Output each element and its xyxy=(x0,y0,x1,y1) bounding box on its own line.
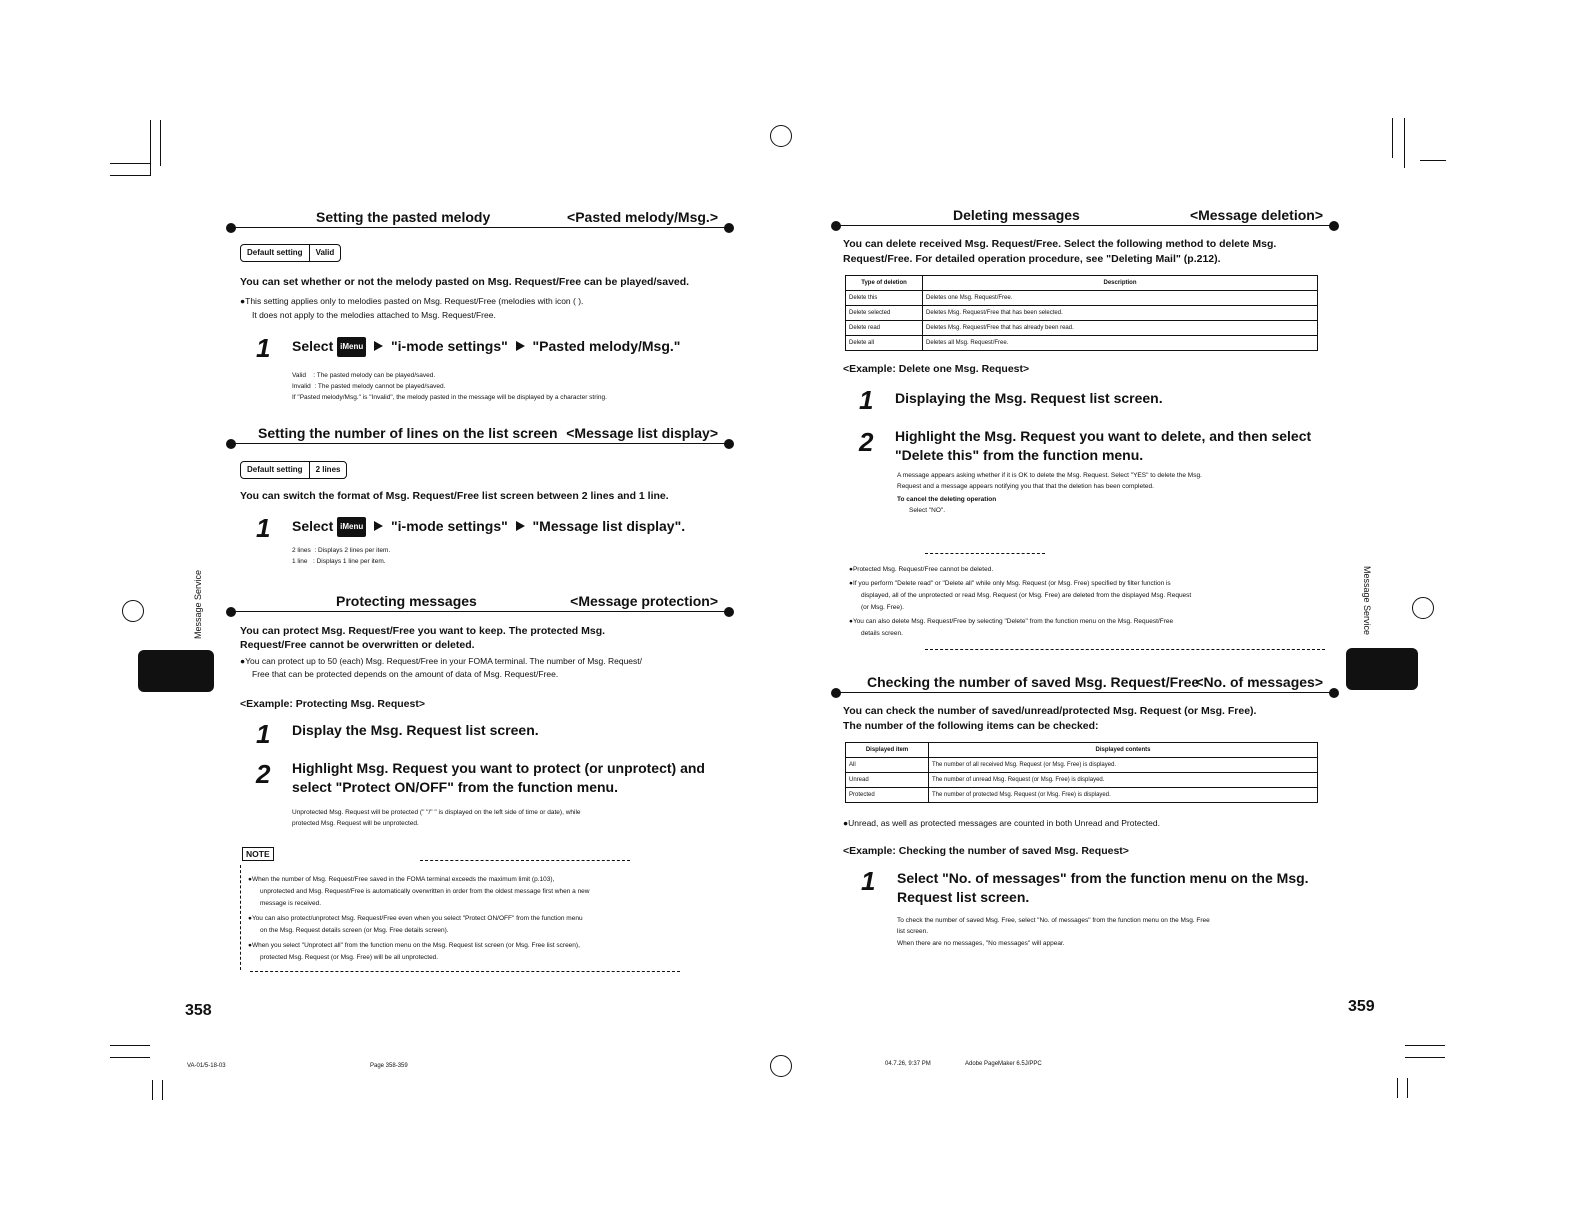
section-tag: <No. of messages> xyxy=(1195,674,1323,690)
table-cell: Unread xyxy=(846,773,929,788)
table-row xyxy=(846,291,1318,306)
example-heading: <Example: Protecting Msg. Request> xyxy=(240,698,425,710)
step-instruction: select "Protect ON/OFF" from the function menu. xyxy=(292,779,618,795)
section-tag: <Message list display> xyxy=(566,425,718,441)
step-note: When there are no messages, "No messages" will appear. xyxy=(897,940,1065,947)
memo-item: on the Msg. Request details screen (or Msg. Free details screen). xyxy=(260,927,449,934)
arrow-right-icon xyxy=(516,341,525,351)
section-header xyxy=(230,589,730,612)
section-header xyxy=(230,205,730,228)
memo-item: details screen. xyxy=(861,630,903,637)
crop-mark xyxy=(162,1080,163,1100)
arrow-right-icon xyxy=(374,341,383,351)
crop-mark xyxy=(110,175,150,176)
table-row xyxy=(846,321,1318,336)
section-title: Checking the number of saved Msg. Request/Free xyxy=(867,674,1200,690)
table-cell: Delete all xyxy=(846,336,923,351)
bullet-dot xyxy=(226,223,236,233)
intro-text: The number of the following items can be checked: xyxy=(843,720,1099,732)
memo-item: ● When you select "Unprotect all" from the function menu on the Msg. Request list screen (or Msg. Free list screen), xyxy=(248,941,580,950)
page-number: 358 xyxy=(185,1002,212,1019)
table-row xyxy=(846,336,1318,351)
step-instruction xyxy=(292,517,685,537)
default-setting-box xyxy=(240,461,347,479)
section-title: Setting the pasted melody xyxy=(316,209,491,225)
step-number: 1 xyxy=(256,513,271,543)
note-box xyxy=(240,865,242,970)
default-value: 2 lines xyxy=(309,462,347,478)
table-row xyxy=(846,306,1318,321)
menu-path: "i-mode settings" xyxy=(391,518,508,534)
step-instruction: Highlight Msg. Request you want to protect (or unprotect) and xyxy=(292,760,705,776)
step-instruction xyxy=(292,337,680,357)
menu-path: "Message list display". xyxy=(532,518,686,534)
registration-mark xyxy=(770,1055,792,1077)
footer-date: 04.7.26, 9:37 PM xyxy=(885,1061,931,1067)
note-box xyxy=(250,971,680,973)
memo-item: ● Protected Msg. Request/Free cannot be deleted. xyxy=(849,565,993,574)
section-title: Deleting messages xyxy=(953,207,1080,223)
default-setting-box xyxy=(240,244,341,262)
crop-mark xyxy=(160,120,161,166)
table-cell: Deletes all Msg. Request/Free. xyxy=(923,336,1318,351)
note-box xyxy=(925,553,1045,555)
table-cell: The number of all received Msg. Request (or Msg. Free) is displayed. xyxy=(929,758,1318,773)
menu-path: "Pasted melody/Msg." xyxy=(532,338,681,354)
memo-item: ● When the number of Msg. Request/Free saved in the FOMA terminal exceeds the maximum limit (p.103), xyxy=(248,875,554,884)
crop-mark xyxy=(1404,118,1405,168)
memo-item: ● If you perform "Delete read" or "Delete all" while only Msg. Request (or Msg. Free) specified by filter function is xyxy=(849,579,1171,588)
option-desc: Invalid : The pasted melody cannot be played/saved. xyxy=(292,383,446,390)
crop-mark xyxy=(1405,1057,1445,1058)
imenu-key-icon: iMenu xyxy=(337,337,366,357)
crop-mark xyxy=(1407,1078,1408,1098)
imenu-key-icon: iMenu xyxy=(337,517,366,537)
step-select: Select xyxy=(292,518,334,534)
option-desc: Valid : The pasted melody can be played/saved. xyxy=(292,372,436,379)
crop-mark xyxy=(1392,118,1393,158)
default-label: Default setting xyxy=(247,465,303,474)
section-tag: <Pasted melody/Msg.> xyxy=(567,209,718,225)
bullet-dot xyxy=(1329,688,1339,698)
step-instruction: Select "No. of messages" from the function menu on the Msg. xyxy=(897,870,1309,886)
bullet-dot xyxy=(831,221,841,231)
table-cell: Protected xyxy=(846,788,929,803)
intro-text: You can set whether or not the melody pasted on Msg. Request/Free can be played/saved. xyxy=(240,276,690,288)
section-header xyxy=(835,203,1335,226)
table-header: Description xyxy=(923,276,1318,291)
step-instruction: Request list screen. xyxy=(897,889,1030,905)
example-heading: <Example: Delete one Msg. Request> xyxy=(843,363,1030,375)
footer-app: Adobe PageMaker 6.5J/PPC xyxy=(965,1061,1042,1067)
section-title: Protecting messages xyxy=(336,593,477,609)
table-cell: The number of unread Msg. Request (or Msg. Free) is displayed. xyxy=(929,773,1318,788)
memo-item: unprotected and Msg. Request/Free is automatically overwritten in order from the oldest message first when a new xyxy=(260,888,590,895)
bullet-dot xyxy=(724,439,734,449)
crop-mark xyxy=(152,1080,153,1100)
bullet-dot xyxy=(226,439,236,449)
bullet-dot xyxy=(724,607,734,617)
step-select: Select xyxy=(292,338,334,354)
bullet-dot xyxy=(226,607,236,617)
deletion-table xyxy=(845,275,1318,351)
note-box xyxy=(420,860,630,862)
table-cell: Delete read xyxy=(846,321,923,336)
table-header: Displayed item xyxy=(846,743,929,758)
section-header xyxy=(835,670,1335,693)
arrow-right-icon xyxy=(516,521,525,531)
memo-item: ● You can also delete Msg. Request/Free by selecting "Delete" from the function menu on the Msg. Request/Free xyxy=(849,617,1173,626)
step-note: list screen. xyxy=(897,928,929,935)
memo-item: message is received. xyxy=(260,900,322,907)
option-desc: 2 lines : Displays 2 lines per item. xyxy=(292,547,391,554)
step-number: 2 xyxy=(256,759,271,789)
table-cell: Delete selected xyxy=(846,306,923,321)
note: ● Unread, as well as protected messages are counted in both Unread and Protected. xyxy=(843,817,1160,829)
intro-text: You can protect Msg. Request/Free you want to keep. The protected Msg. xyxy=(240,625,606,637)
table-row xyxy=(846,758,1318,773)
step-number: 1 xyxy=(256,719,271,749)
section-tag: <Message protection> xyxy=(570,593,718,609)
table-cell: Deletes one Msg. Request/Free. xyxy=(923,291,1318,306)
side-label: Message Service xyxy=(1362,566,1372,636)
note: It does not apply to the melodies attached to Msg. Request/Free. xyxy=(252,310,496,320)
example-heading: <Example: Checking the number of saved Msg. Request> xyxy=(843,845,1129,857)
section-tag: <Message deletion> xyxy=(1189,207,1323,223)
table-cell: Deletes Msg. Request/Free that has been selected. xyxy=(923,306,1318,321)
section-tab xyxy=(1346,648,1418,690)
crop-mark xyxy=(110,1045,150,1046)
crop-mark xyxy=(150,120,151,176)
step-instruction: "Delete this" from the function menu. xyxy=(895,447,1144,463)
table-cell: Delete this xyxy=(846,291,923,306)
registration-mark xyxy=(122,600,144,622)
table-row xyxy=(846,773,1318,788)
intro-text: You can switch the format of Msg. Request/Free list screen between 2 lines and 1 line. xyxy=(240,490,669,502)
footer-pages: Page 358-359 xyxy=(370,1063,408,1069)
registration-mark xyxy=(770,125,792,147)
note-box xyxy=(925,649,1325,651)
memo-item: (or Msg. Free). xyxy=(861,604,904,611)
crop-mark xyxy=(110,1057,150,1058)
table-row xyxy=(846,788,1318,803)
intro-text: Request/Free. For detailed operation procedure, see "Deleting Mail" (p.212). xyxy=(843,253,1221,265)
note: Free that can be protected depends on the amount of data of Msg. Request/Free. xyxy=(252,669,559,679)
note-label: NOTE xyxy=(242,847,274,861)
option-desc: 1 line : Displays 1 line per item. xyxy=(292,558,386,565)
default-value: Valid xyxy=(309,245,341,261)
step-note: A message appears asking whether if it is OK to delete the Msg. Request. Select "YES" to delete the Msg. xyxy=(897,472,1202,479)
section-header xyxy=(230,421,730,444)
step-note: Unprotected Msg. Request will be protected (" "/" " is displayed on the left side of time or date), while xyxy=(292,809,581,816)
default-label: Default setting xyxy=(247,248,303,257)
count-table xyxy=(845,742,1318,803)
cancel-body: Select "NO". xyxy=(909,507,946,514)
crop-mark xyxy=(1405,1045,1445,1046)
menu-path: "i-mode settings" xyxy=(391,338,508,354)
note: ● You can protect up to 50 (each) Msg. Request/Free in your FOMA terminal. The number of Msg. Request/ xyxy=(240,655,642,667)
crop-mark xyxy=(1397,1078,1398,1098)
side-label: Message Service xyxy=(193,570,203,640)
bullet-dot xyxy=(831,688,841,698)
registration-mark xyxy=(1412,597,1434,619)
step-note: To check the number of saved Msg. Free, select "No. of messages" from the function menu on the Msg. Free xyxy=(897,917,1210,924)
footer-code: VA-01/5-18-03 xyxy=(187,1063,226,1069)
memo-item: ● You can also protect/unprotect Msg. Request/Free even when you select "Protect ON/OFF" from the function menu xyxy=(248,914,583,923)
step-note: protected Msg. Request will be unprotected. xyxy=(292,820,419,827)
option-desc: If "Pasted melody/Msg." is "Invalid", the melody pasted in the message will be displayed by a character string. xyxy=(292,394,607,401)
cancel-title: To cancel the deleting operation xyxy=(897,496,997,503)
bullet-dot xyxy=(1329,221,1339,231)
memo-item: protected Msg. Request (or Msg. Free) will be all unprotected. xyxy=(260,954,439,961)
crop-mark xyxy=(110,163,150,164)
step-number: 1 xyxy=(861,866,876,896)
table-cell: The number of protected Msg. Request (or Msg. Free) is displayed. xyxy=(929,788,1318,803)
step-number: 2 xyxy=(859,427,874,457)
step-instruction: Highlight the Msg. Request you want to delete, and then select xyxy=(895,428,1312,444)
section-title: Setting the number of lines on the list screen xyxy=(258,425,558,441)
arrow-right-icon xyxy=(374,521,383,531)
step-note: Request and a message appears notifying you that that the deletion has been completed. xyxy=(897,483,1154,490)
table-cell: All xyxy=(846,758,929,773)
note: ● This setting applies only to melodies pasted on Msg. Request/Free (melodies with icon ( ). xyxy=(240,295,583,307)
page-number: 359 xyxy=(1348,998,1375,1015)
crop-mark xyxy=(1420,160,1446,161)
section-tab xyxy=(138,650,214,692)
step-number: 1 xyxy=(859,385,874,415)
intro-text: You can check the number of saved/unread/protected Msg. Request (or Msg. Free). xyxy=(843,705,1257,717)
memo-item: displayed, all of the unprotected or read Msg. Request (or Msg. Free) are deleted from the displayed Msg. Request xyxy=(861,592,1192,599)
step-instruction: Displaying the Msg. Request list screen. xyxy=(895,390,1163,406)
bullet-dot xyxy=(724,223,734,233)
intro-text: Request/Free cannot be overwritten or deleted. xyxy=(240,639,475,651)
intro-text: You can delete received Msg. Request/Free. Select the following method to delete Msg. xyxy=(843,238,1277,250)
step-instruction: Display the Msg. Request list screen. xyxy=(292,722,539,738)
table-header: Type of deletion xyxy=(846,276,923,291)
table-cell: Deletes Msg. Request/Free that has already been read. xyxy=(923,321,1318,336)
step-number: 1 xyxy=(256,333,271,363)
table-header: Displayed contents xyxy=(929,743,1318,758)
